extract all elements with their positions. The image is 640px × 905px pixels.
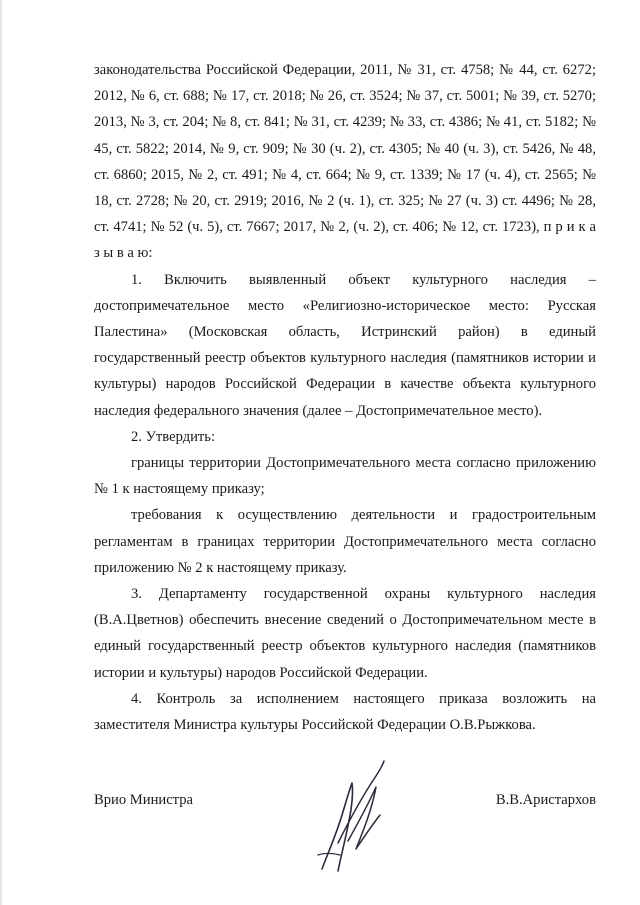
signatory-title: Врио Министра: [94, 792, 193, 808]
signatory-name: В.В.Аристархов: [495, 792, 596, 808]
order-item-2-requirements: требования к осуществлению деятельности и градостроительным регламентам в границах территории Достопримечательного места согласно приложению № 2 к настоящему приказу.: [94, 507, 596, 576]
order-item-3: 3. Департаменту государственной охраны культурного наследия (В.А.Цветнов) обеспечить внесение сведений о Достопримечательном месте в единый государственный реестр объектов культурного наследия (памятников истории и культуры) народов Российской Федерации.: [94, 586, 596, 681]
scan-edge: [0, 0, 2, 905]
order-item-2-boundaries: границы территории Достопримечательного места согласно приложению № 1 к настоящему приказу;: [94, 455, 596, 498]
order-item-1: 1. Включить выявленный объект культурного наследия – достопримечательное место «Религиозно-историческое место: Русская Палестина» (Московская область, Истринский район) в единый государственный реестр объектов культурного наследия (памятников истории и культуры) народов Российской Федерации в качестве объекта культурного наследия федерального значения (далее – Достопримечательное место).: [94, 271, 596, 419]
handwritten-signature: [302, 757, 396, 877]
order-item-4: 4. Контроль за исполнением настоящего приказа возложить на заместителя Министра культуры Российской Федерации О.В.Рыжкова.: [94, 690, 596, 734]
legal-references-paragraph: законодательства Российской Федерации, 2011, № 31, ст. 4758; № 44, ст. 6272; 2012, № 6, ст. 688; № 17, ст. 2018; № 26, ст. 3524; № 37, ст. 5001; № 39, ст. 5270; 2013, № 3, ст. 204; № 8, ст. 841; № 31, ст. 4239; № 33, ст. 4386; № 41, ст. 5182; № 45, ст. 5822; 2014, № 9, ст. 909; № 30 (ч. 2), ст. 4305; № 40 (ч. 3), ст. 5426, № 48, ст. 6860; 2015, № 2, ст. 491; № 4, ст. 664; № 9, ст. 1339; № 17 (ч. 4), ст. 2565; № 18, ст. 2728; № 20, ст. 2919; 2016, № 2 (ч. 1), ст. 325; № 27 (ч. 3) ст. 4496; № 28, ст. 4741; № 52 (ч. 5), ст. 7667; 2017, № 2, (ч. 2), ст. 406; № 12, ст. 1723), п р и к а з ы в а ю:: [94, 62, 596, 262]
order-item-2: 2. Утвердить:: [131, 428, 216, 445]
document-body: [94, 57, 596, 738]
